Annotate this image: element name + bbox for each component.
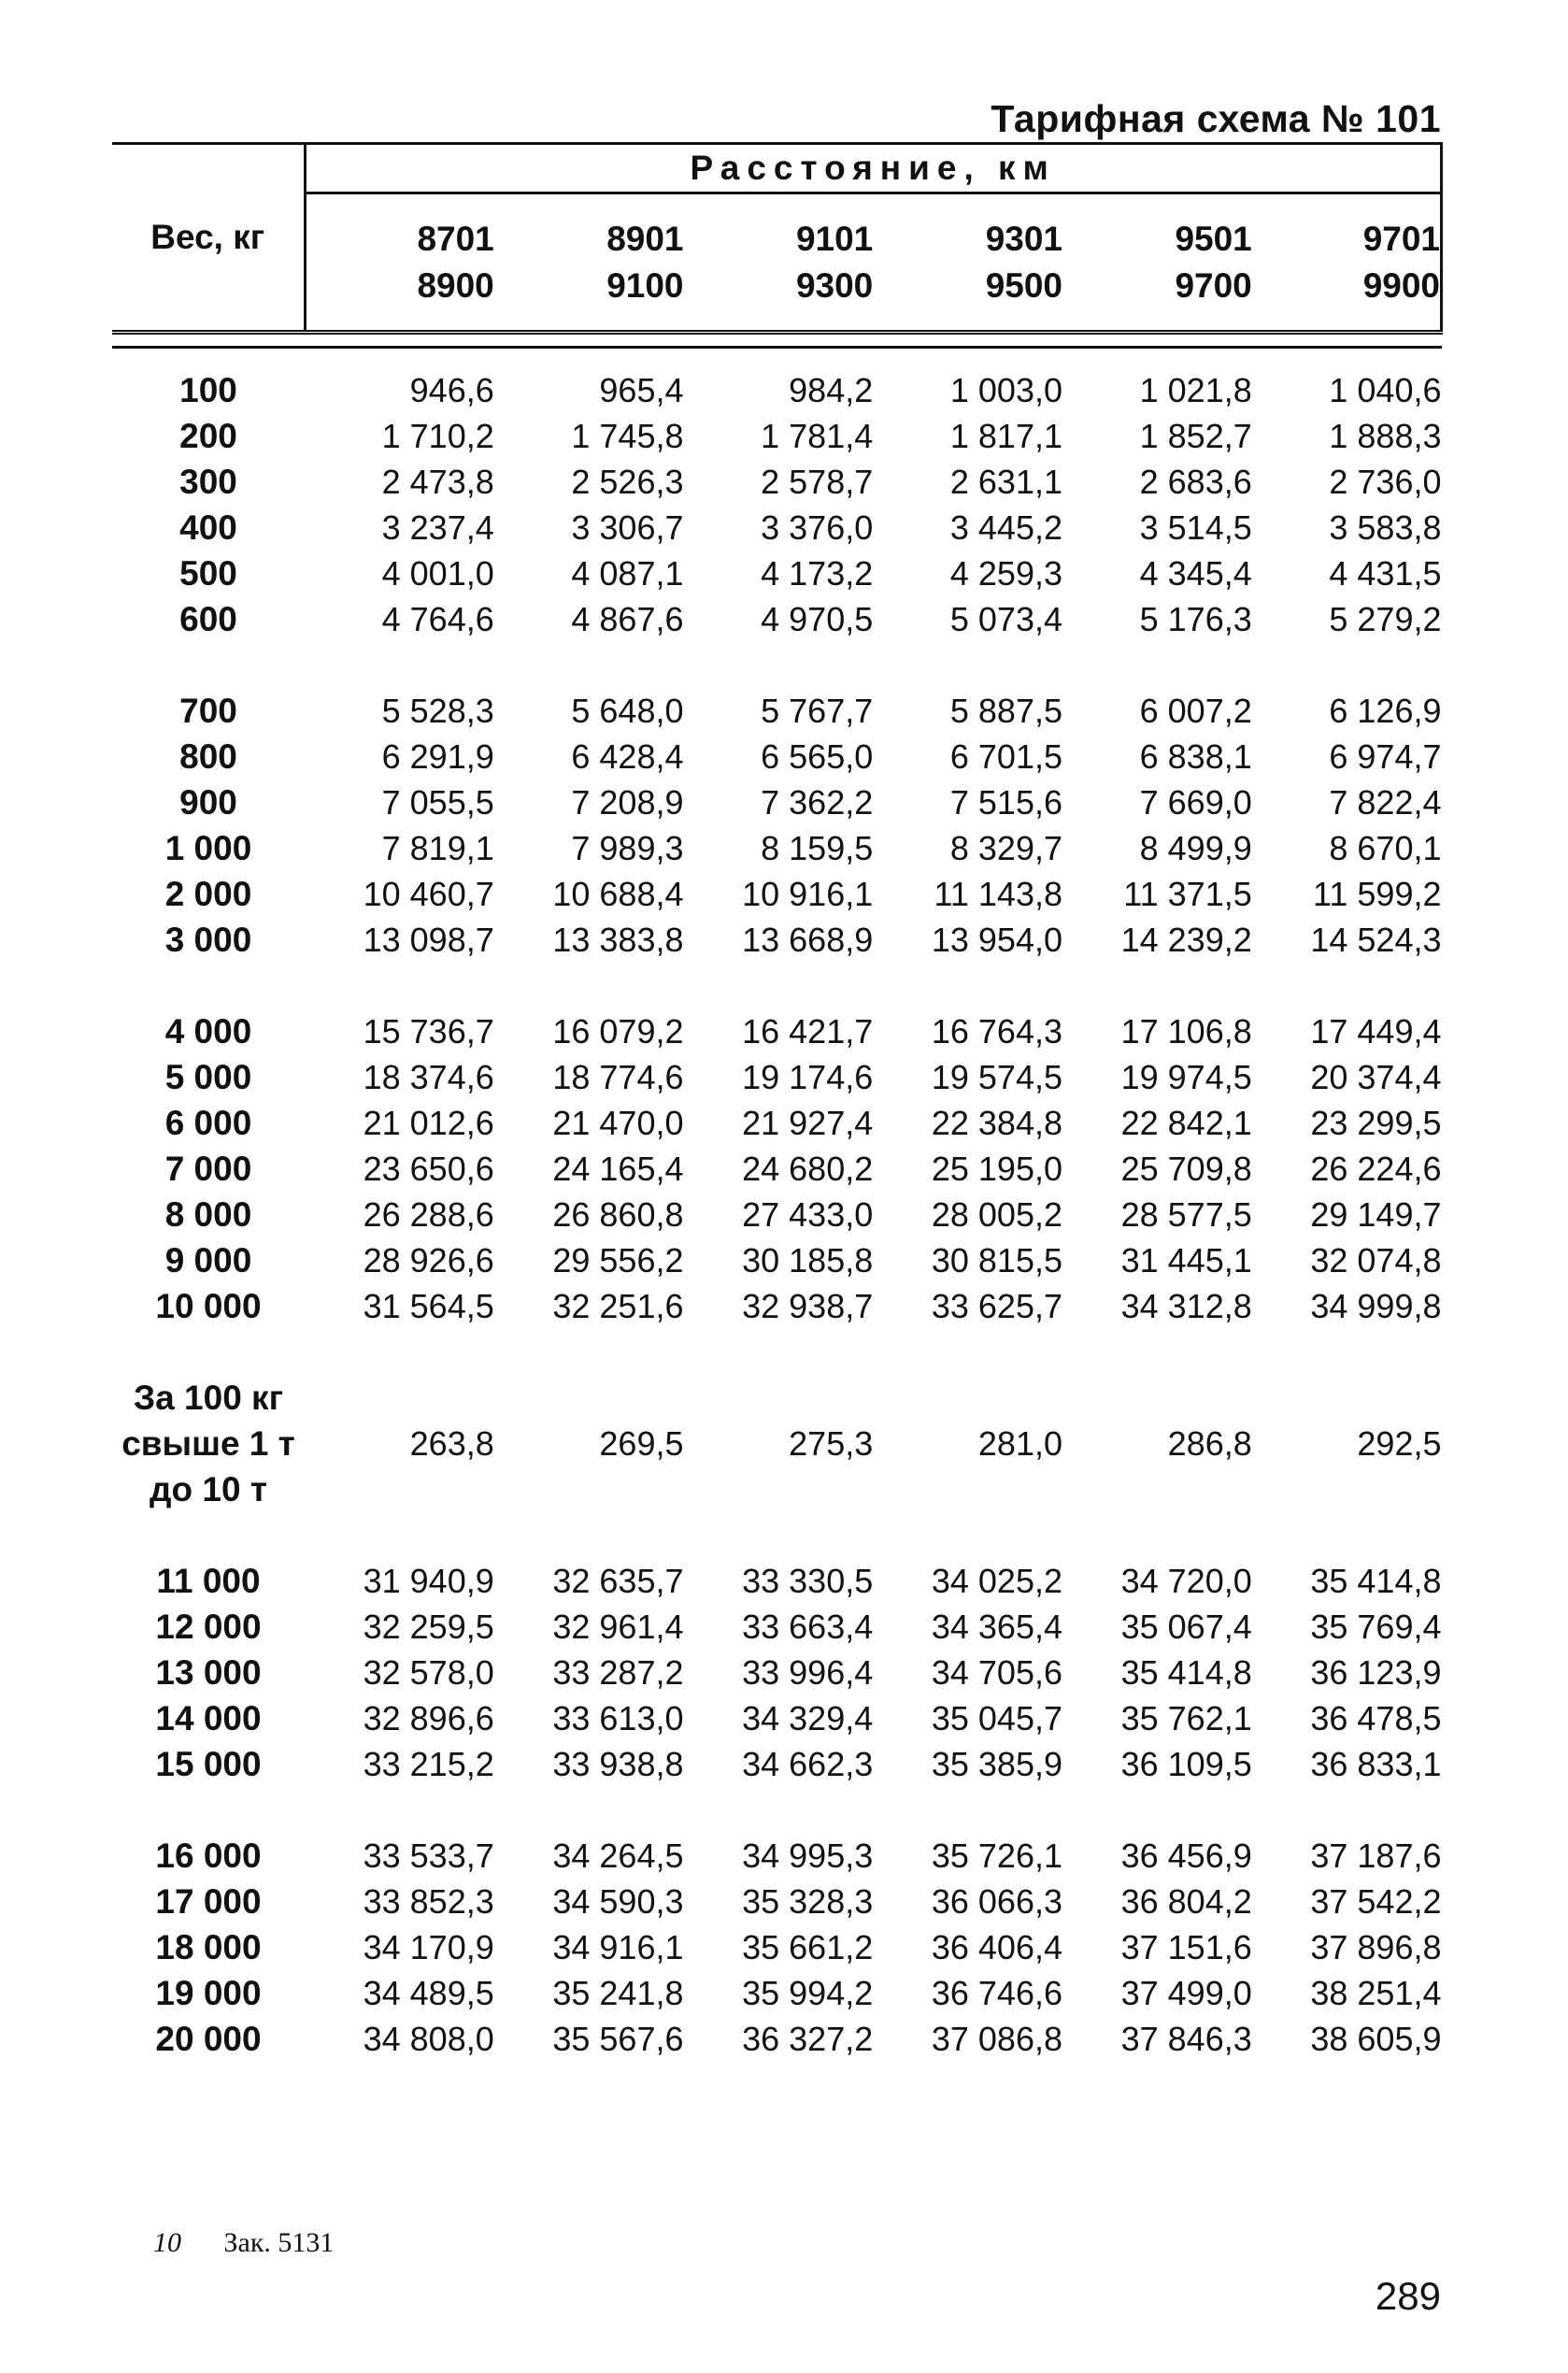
tariff-cell: 33 533,7 [363, 1837, 494, 1875]
tariff-cell: 35 328,3 [742, 1882, 874, 1921]
weight-cell: 12 000 [155, 1608, 262, 1646]
table-row [112, 871, 1442, 917]
tariff-cell: 33 938,8 [552, 1745, 684, 1783]
distance-range-header [1252, 193, 1442, 333]
weight-cell: 800 [179, 737, 237, 776]
tariff-cell: 13 383,8 [552, 921, 684, 959]
tariff-cell: 3 237,4 [381, 508, 494, 547]
tariff-cell: 31 564,5 [363, 1287, 494, 1325]
tariff-cell: 37 542,2 [1310, 1882, 1442, 1921]
tariff-cell: 21 470,0 [552, 1104, 684, 1142]
table-row [112, 1283, 1442, 1329]
tariff-cell: 37 846,3 [1120, 2020, 1252, 2058]
tariff-cell: 19 974,5 [1120, 1058, 1252, 1096]
weight-cell: 300 [179, 463, 237, 501]
signature-number: 10 [153, 2227, 181, 2258]
weight-cell: 700 [179, 692, 237, 730]
tariff-cell: 5 279,2 [1329, 600, 1442, 638]
tariff-table [112, 142, 1443, 2062]
tariff-cell: 36 833,1 [1310, 1745, 1442, 1783]
group-spacer [112, 348, 1442, 368]
tariff-cell: 13 954,0 [931, 921, 1062, 959]
tariff-cell: 15 736,7 [363, 1012, 494, 1051]
weight-cell: 7 000 [164, 1150, 252, 1188]
over-1t-rate-cell: 269,5 [599, 1423, 684, 1463]
tariff-cell: 946,6 [409, 371, 494, 409]
tariff-cell: 26 288,6 [363, 1195, 494, 1234]
tariff-cell: 37 896,8 [1310, 1928, 1442, 1966]
tariff-cell: 16 421,7 [742, 1012, 874, 1051]
tariff-cell: 36 109,5 [1120, 1745, 1252, 1783]
table-row [112, 688, 1442, 734]
tariff-cell: 3 306,7 [571, 508, 684, 547]
tariff-cell: 34 720,0 [1120, 1562, 1252, 1600]
weight-cell: 400 [179, 508, 237, 547]
tariff-cell: 10 916,1 [742, 875, 874, 913]
tariff-cell: 17 449,4 [1310, 1012, 1442, 1051]
weight-cell: 100 [179, 371, 237, 409]
tariff-cell: 7 822,4 [1329, 783, 1442, 822]
tariff-cell: 35 726,1 [931, 1837, 1062, 1875]
tariff-cell: 32 074,8 [1310, 1241, 1442, 1279]
table-row [112, 550, 1442, 596]
tariff-cell: 33 330,5 [742, 1562, 874, 1600]
over-1t-rate-row [112, 1375, 1442, 1512]
tariff-cell: 2 631,1 [949, 463, 1062, 501]
tariff-cell: 33 625,7 [931, 1287, 1062, 1325]
tariff-cell: 18 374,6 [363, 1058, 494, 1096]
tariff-cell: 3 514,5 [1139, 508, 1252, 547]
tariff-cell: 5 648,0 [571, 692, 684, 730]
table-row [112, 1833, 1442, 1879]
tariff-cell: 35 241,8 [552, 1974, 684, 2012]
table-row [112, 1970, 1442, 2016]
distance-range-header [494, 193, 684, 333]
tariff-cell: 37 499,0 [1120, 1974, 1252, 2012]
over-1t-rate-cell: 292,5 [1357, 1423, 1442, 1463]
tariff-cell: 24 680,2 [742, 1150, 874, 1188]
weight-cell: 8 000 [164, 1195, 252, 1234]
table-row [112, 1741, 1442, 1787]
tariff-cell: 23 299,5 [1310, 1104, 1442, 1142]
tariff-cell: 8 329,7 [949, 829, 1062, 867]
tariff-cell: 38 605,9 [1310, 2020, 1442, 2058]
table-row [112, 367, 1442, 413]
group-spacer [112, 963, 1442, 1008]
tariff-cell: 965,4 [599, 371, 684, 409]
tariff-cell: 4 087,1 [571, 554, 684, 593]
weight-cell: 5 000 [164, 1058, 252, 1096]
tariff-cell: 33 215,2 [363, 1745, 494, 1783]
tariff-cell: 19 174,6 [742, 1058, 874, 1096]
tariff-cell: 4 970,5 [761, 600, 874, 638]
weight-cell: 13 000 [155, 1653, 262, 1692]
table-row [112, 413, 1442, 459]
weight-cell: 14 000 [155, 1699, 262, 1737]
tariff-cell: 22 842,1 [1120, 1104, 1252, 1142]
over-1t-rate-cell: 275,3 [789, 1423, 874, 1463]
tariff-cell: 21 927,4 [742, 1104, 874, 1142]
weight-cell: 2 000 [164, 875, 252, 913]
tariff-cell: 32 251,6 [552, 1287, 684, 1325]
tariff-cell: 6 428,4 [571, 737, 684, 776]
weight-cell: 17 000 [155, 1882, 262, 1921]
tariff-cell: 8 499,9 [1139, 829, 1252, 867]
tariff-cell: 7 669,0 [1139, 783, 1252, 822]
weight-cell: 1 000 [164, 829, 252, 867]
tariff-cell: 34 365,4 [931, 1608, 1062, 1646]
tariff-cell: 13 098,7 [363, 921, 494, 959]
tariff-cell: 34 489,5 [363, 1974, 494, 2012]
tariff-cell: 35 067,4 [1120, 1608, 1252, 1646]
distance-column-header: Расстояние, км [305, 144, 1442, 193]
weight-cell: 4 000 [164, 1012, 252, 1051]
tariff-cell: 21 012,6 [363, 1104, 494, 1142]
weight-cell: 18 000 [155, 1928, 262, 1966]
tariff-cell: 37 086,8 [931, 2020, 1062, 2058]
tariff-cell: 2 578,7 [761, 463, 874, 501]
tariff-cell: 25 195,0 [931, 1150, 1062, 1188]
tariff-cell: 23 650,6 [363, 1150, 494, 1188]
weight-cell: 15 000 [155, 1745, 262, 1783]
tariff-cell: 8 159,5 [761, 829, 874, 867]
page-title: Тарифная схема № 101 [991, 97, 1441, 140]
tariff-cell: 13 668,9 [742, 921, 874, 959]
tariff-cell: 35 414,8 [1120, 1653, 1252, 1692]
tariff-cell: 4 764,6 [381, 600, 494, 638]
tariff-cell: 7 819,1 [381, 829, 494, 867]
table-row [112, 1100, 1442, 1146]
tariff-cell: 6 701,5 [949, 737, 1062, 776]
tariff-cell: 6 565,0 [761, 737, 874, 776]
table-row [112, 1650, 1442, 1695]
tariff-cell: 33 663,4 [742, 1608, 874, 1646]
tariff-cell: 32 938,7 [742, 1287, 874, 1325]
tariff-cell: 14 239,2 [1120, 921, 1252, 959]
tariff-cell: 6 974,7 [1329, 737, 1442, 776]
tariff-cell: 25 709,8 [1120, 1150, 1252, 1188]
range-from: 9301 [985, 219, 1062, 258]
tariff-cell: 2 683,6 [1139, 463, 1252, 501]
weight-cell: 500 [179, 554, 237, 593]
order-number: Зак. 5131 [223, 2227, 335, 2258]
over-1t-rate-cell: 263,8 [409, 1423, 494, 1463]
tariff-cell: 35 567,6 [552, 2020, 684, 2058]
distance-range-header [684, 193, 874, 333]
tariff-cell: 24 165,4 [552, 1150, 684, 1188]
tariff-cell: 1 817,1 [949, 417, 1062, 455]
tariff-cell: 34 808,0 [363, 2020, 494, 2058]
over-1t-label-line: свыше 1 т [121, 1424, 295, 1463]
tariff-cell: 28 005,2 [931, 1195, 1062, 1234]
tariff-cell: 6 007,2 [1139, 692, 1252, 730]
tariff-cell: 33 613,0 [552, 1699, 684, 1737]
table-row [112, 1558, 1442, 1604]
range-to: 9900 [1362, 265, 1440, 305]
tariff-cell: 11 143,8 [934, 875, 1062, 913]
tariff-cell: 36 327,2 [742, 2020, 874, 2058]
table-row [112, 779, 1442, 825]
tariff-cell: 4 867,6 [571, 600, 684, 638]
range-from: 9501 [1175, 219, 1252, 258]
tariff-cell: 28 926,6 [363, 1241, 494, 1279]
tariff-cell: 30 185,8 [742, 1241, 874, 1279]
tariff-cell: 7 362,2 [761, 783, 874, 822]
table-row [112, 459, 1442, 505]
weight-cell: 3 000 [164, 921, 252, 959]
tariff-cell: 6 126,9 [1329, 692, 1442, 730]
page-number: 289 [1375, 2274, 1441, 2318]
tariff-cell: 29 149,7 [1310, 1195, 1442, 1234]
tariff-cell: 5 767,7 [761, 692, 874, 730]
table-row [112, 1237, 1442, 1283]
table-row [112, 1054, 1442, 1100]
tariff-cell: 28 577,5 [1120, 1195, 1252, 1234]
table-row [112, 505, 1442, 550]
tariff-cell: 5 176,3 [1139, 600, 1252, 638]
over-1t-label [112, 1375, 305, 1512]
tariff-cell: 36 478,5 [1310, 1699, 1442, 1737]
group-spacer [112, 1329, 1442, 1375]
table-row [112, 1924, 1442, 1970]
tariff-cell: 34 025,2 [931, 1562, 1062, 1600]
tariff-cell: 5 073,4 [949, 600, 1062, 638]
tariff-cell: 3 376,0 [761, 508, 874, 547]
distance-range-header [1062, 193, 1252, 333]
tariff-cell: 1 021,8 [1139, 371, 1252, 409]
tariff-cell: 34 662,3 [742, 1745, 874, 1783]
distance-range-header [305, 193, 494, 333]
tariff-cell: 17 106,8 [1120, 1012, 1252, 1051]
tariff-cell: 1 781,4 [761, 417, 874, 455]
tariff-cell: 4 345,4 [1139, 554, 1252, 593]
over-1t-rate-cell: 281,0 [977, 1423, 1062, 1463]
tariff-cell: 31 940,9 [363, 1562, 494, 1600]
weight-column-header: Вес, кг [112, 144, 305, 333]
tariff-cell: 34 329,4 [742, 1699, 874, 1737]
tariff-cell: 2 526,3 [571, 463, 684, 501]
table-row [112, 1604, 1442, 1650]
table-row [112, 734, 1442, 779]
tariff-cell: 22 384,8 [931, 1104, 1062, 1142]
tariff-cell: 8 670,1 [1329, 829, 1442, 867]
group-spacer [112, 642, 1442, 688]
tariff-cell: 36 066,3 [931, 1882, 1062, 1921]
weight-cell: 9 000 [164, 1241, 252, 1279]
tariff-cell: 1 745,8 [571, 417, 684, 455]
tariff-cell: 35 385,9 [931, 1745, 1062, 1783]
tariff-cell: 2 473,8 [381, 463, 494, 501]
tariff-cell: 6 291,9 [381, 737, 494, 776]
tariff-cell: 36 123,9 [1310, 1653, 1442, 1692]
tariff-cell: 984,2 [789, 371, 874, 409]
weight-cell: 200 [179, 417, 237, 455]
tariff-cell: 35 045,7 [931, 1699, 1062, 1737]
tariff-cell: 7 515,6 [949, 783, 1062, 822]
table-row [112, 1008, 1442, 1054]
tariff-cell: 35 762,1 [1120, 1699, 1252, 1737]
tariff-cell: 3 445,2 [949, 508, 1062, 547]
tariff-cell: 4 259,3 [949, 554, 1062, 593]
tariff-cell: 3 583,8 [1329, 508, 1442, 547]
tariff-cell: 20 374,4 [1310, 1058, 1442, 1096]
tariff-cell: 10 460,7 [363, 875, 494, 913]
weight-cell: 10 000 [155, 1287, 262, 1325]
distance-range-row [112, 193, 1442, 333]
tariff-cell: 34 590,3 [552, 1882, 684, 1921]
table-body [112, 348, 1442, 2063]
tariff-cell: 32 896,6 [363, 1699, 494, 1737]
tariff-cell: 6 838,1 [1139, 737, 1252, 776]
tariff-cell: 1 003,0 [949, 371, 1062, 409]
tariff-cell: 1 040,6 [1329, 371, 1442, 409]
tariff-cell: 36 406,4 [931, 1928, 1062, 1966]
tariff-cell: 7 208,9 [571, 783, 684, 822]
tariff-cell: 4 001,0 [381, 554, 494, 593]
tariff-cell: 11 599,2 [1313, 875, 1442, 913]
tariff-cell: 32 961,4 [552, 1608, 684, 1646]
tariff-cell: 19 574,5 [931, 1058, 1062, 1096]
range-to: 9700 [1175, 265, 1252, 305]
tariff-cell: 2 736,0 [1329, 463, 1442, 501]
tariff-cell: 7 989,3 [571, 829, 684, 867]
tariff-cell: 34 264,5 [552, 1837, 684, 1875]
range-to: 9100 [606, 265, 684, 305]
tariff-cell: 34 170,9 [363, 1928, 494, 1966]
tariff-cell: 26 860,8 [552, 1195, 684, 1234]
weight-cell: 19 000 [155, 1974, 262, 2012]
tariff-cell: 35 414,8 [1310, 1562, 1442, 1600]
table-row [112, 596, 1442, 642]
tariff-cell: 14 524,3 [1310, 921, 1442, 959]
range-to: 8900 [417, 265, 494, 305]
tariff-cell: 37 187,6 [1310, 1837, 1442, 1875]
tariff-cell: 36 746,6 [931, 1974, 1062, 2012]
tariff-cell: 31 445,1 [1120, 1241, 1252, 1279]
weight-cell: 20 000 [155, 2020, 262, 2058]
table-row [112, 1879, 1442, 1924]
group-spacer [112, 1512, 1442, 1558]
distance-range-header [873, 193, 1062, 333]
weight-cell: 600 [179, 600, 237, 638]
range-from: 9101 [795, 219, 874, 258]
tariff-cell: 30 815,5 [931, 1241, 1062, 1279]
tariff-cell: 4 431,5 [1329, 554, 1442, 593]
tariff-cell: 11 371,5 [1123, 875, 1252, 913]
tariff-cell: 33 852,3 [363, 1882, 494, 1921]
range-from: 8701 [417, 219, 494, 258]
range-from: 8901 [606, 219, 684, 258]
tariff-cell: 32 259,5 [363, 1608, 494, 1646]
tariff-cell: 34 995,3 [742, 1837, 874, 1875]
footer-note [153, 2227, 334, 2259]
table-row [112, 1192, 1442, 1237]
tariff-cell: 33 996,4 [742, 1653, 874, 1692]
tariff-cell: 10 688,4 [552, 875, 684, 913]
tariff-cell: 29 556,2 [552, 1241, 684, 1279]
tariff-cell: 26 224,6 [1310, 1150, 1442, 1188]
weight-cell: 16 000 [155, 1837, 262, 1875]
table-row [112, 825, 1442, 871]
tariff-cell: 35 994,2 [742, 1974, 874, 2012]
tariff-cell: 1 888,3 [1329, 417, 1442, 455]
tariff-cell: 34 916,1 [552, 1928, 684, 1966]
table-row [112, 1695, 1442, 1741]
tariff-cell: 1 852,7 [1139, 417, 1252, 455]
range-to: 9500 [985, 265, 1062, 305]
header-separator [112, 333, 1442, 348]
tariff-cell: 32 635,7 [552, 1562, 684, 1600]
table-row [112, 1146, 1442, 1192]
tariff-cell: 27 433,0 [742, 1195, 874, 1234]
tariff-cell: 32 578,0 [363, 1653, 494, 1692]
tariff-cell: 5 528,3 [381, 692, 494, 730]
tariff-cell: 7 055,5 [381, 783, 494, 822]
tariff-cell: 33 287,2 [552, 1653, 684, 1692]
tariff-cell: 16 764,3 [931, 1012, 1062, 1051]
over-1t-label-line: до 10 т [150, 1470, 267, 1508]
tariff-cell: 36 804,2 [1120, 1882, 1252, 1921]
range-from: 9701 [1362, 219, 1440, 258]
group-spacer [112, 1787, 1442, 1833]
tariff-cell: 37 151,6 [1120, 1928, 1252, 1966]
tariff-cell: 34 999,8 [1310, 1287, 1442, 1325]
tariff-cell: 1 710,2 [381, 417, 494, 455]
tariff-cell: 4 173,2 [761, 554, 874, 593]
table-row [112, 917, 1442, 963]
tariff-cell: 34 312,8 [1120, 1287, 1252, 1325]
tariff-cell: 38 251,4 [1310, 1974, 1442, 2012]
tariff-cell: 34 705,6 [931, 1653, 1062, 1692]
tariff-cell: 36 456,9 [1120, 1837, 1252, 1875]
tariff-cell: 16 079,2 [552, 1012, 684, 1051]
over-1t-rate-cell: 286,8 [1167, 1423, 1252, 1463]
weight-cell: 11 000 [156, 1562, 261, 1600]
weight-cell: 900 [179, 783, 237, 822]
tariff-cell: 35 769,4 [1310, 1608, 1442, 1646]
weight-cell: 6 000 [164, 1104, 252, 1142]
tariff-cell: 5 887,5 [949, 692, 1062, 730]
table-row [112, 2016, 1442, 2062]
tariff-cell: 35 661,2 [742, 1928, 874, 1966]
tariff-cell: 18 774,6 [552, 1058, 684, 1096]
range-to: 9300 [795, 265, 874, 305]
over-1t-label-line: За 100 кг [134, 1379, 283, 1417]
